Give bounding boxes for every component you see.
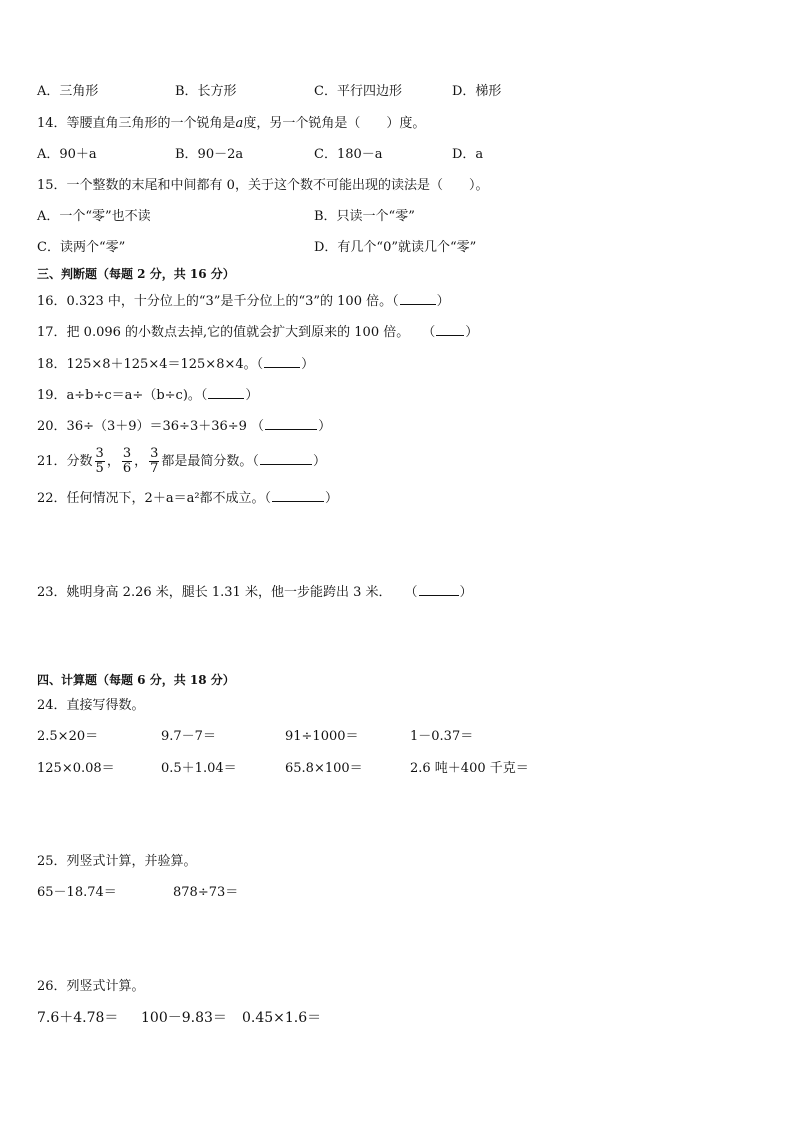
q18 xyxy=(37,355,314,373)
q21-prefix: 21．分数 xyxy=(37,454,93,469)
q22-answer-blank[interactable] xyxy=(272,489,324,502)
q19-close: ） xyxy=(245,388,259,403)
q24-item-1: 2.5×20＝ xyxy=(37,729,99,744)
q20-text: 20．36÷（3＋9）＝36÷3＋36÷9 （ xyxy=(37,419,265,434)
q13-option-a: A．三角形 xyxy=(37,84,99,99)
q21-fraction-2-numerator: 3 xyxy=(122,446,132,461)
q14-option-c: C．180－a xyxy=(314,147,383,162)
q15-option-a: A．一个“零”也不读 xyxy=(37,209,151,224)
q17-answer-blank[interactable] xyxy=(436,323,464,336)
q21-fraction-2 xyxy=(122,447,132,476)
q17 xyxy=(37,323,478,341)
q23 xyxy=(37,583,473,601)
q14-stem xyxy=(37,116,425,132)
section4-title: 四、计算题（每题 6 分，共 18 分） xyxy=(37,673,235,687)
q25-item-2: 878÷73＝ xyxy=(173,885,239,900)
q26-item-3: 0.45×1.6＝ xyxy=(242,1010,322,1026)
q21-fraction-1 xyxy=(95,447,105,476)
q17-close: ） xyxy=(465,325,479,340)
q18-close: ） xyxy=(301,357,315,372)
q21-fraction-3 xyxy=(149,447,159,476)
q21-fraction-2-denominator: 6 xyxy=(122,461,132,476)
q23-text: 23．姚明身高 2.26 米，腿长 1.31 米，他一步能跨出 3 米． （ xyxy=(37,585,418,600)
q16-text: 16．0.323 中，十分位上的“3”是千分位上的“3”的 100 倍。（ xyxy=(37,294,399,309)
q21-fraction-1-denominator: 5 xyxy=(95,461,104,476)
q20-close: ） xyxy=(318,419,332,434)
q22-text: 22．任何情况下，2＋a＝a²都不成立。（ xyxy=(37,491,272,506)
q14-option-d: D．a xyxy=(452,147,484,162)
q25-stem: 25．列竖式计算，并验算。 xyxy=(37,854,197,869)
q17-text: 17．把 0.096 的小数点去掉,它的值就会扩大到原来的 100 倍。 （ xyxy=(37,325,436,340)
q21-separator-1: ， xyxy=(106,454,120,469)
q16 xyxy=(37,292,450,310)
section3-title: 三、判断题（每题 2 分，共 16 分） xyxy=(37,267,235,281)
q15-option-b: B．只读一个“零” xyxy=(314,209,415,224)
q24-stem: 24．直接写得数。 xyxy=(37,698,145,713)
q22-close: ） xyxy=(325,491,339,506)
q24-item-6: 0.5＋1.04＝ xyxy=(161,761,237,776)
q14-suffix: 度，另一个锐角是（ ）度。 xyxy=(243,116,426,131)
q20-answer-blank[interactable] xyxy=(265,417,317,430)
q24-item-4: 1－0.37＝ xyxy=(410,729,474,744)
q16-answer-blank[interactable] xyxy=(400,292,436,305)
q19-text: 19．a÷b÷c＝a÷（b÷c)。（ xyxy=(37,388,208,403)
q21-fraction-3-numerator: 3 xyxy=(150,446,159,461)
q19 xyxy=(37,386,258,404)
q14-option-b: B．90－2a xyxy=(175,147,244,162)
q14-prefix: 14．等腰直角三角形的一个锐角是 xyxy=(37,116,236,131)
q13-option-d: D．梯形 xyxy=(452,84,502,99)
q21 xyxy=(37,442,326,482)
q14-variable: a xyxy=(235,116,244,131)
q24-item-2: 9.7－7＝ xyxy=(161,729,216,744)
q21-fraction-1-numerator: 3 xyxy=(95,446,104,461)
q13-option-b: B．长方形 xyxy=(175,84,237,99)
q19-answer-blank[interactable] xyxy=(208,386,244,399)
q21-separator-2: ， xyxy=(134,454,148,469)
q16-close: ） xyxy=(436,294,450,309)
q24-item-3: 91÷1000＝ xyxy=(285,729,359,744)
q22 xyxy=(37,489,338,507)
q26-stem: 26．列竖式计算。 xyxy=(37,979,145,994)
q21-answer-blank[interactable] xyxy=(260,452,312,465)
q21-suffix: 都是最简分数。（ xyxy=(161,454,259,469)
q13-option-c: C．平行四边形 xyxy=(314,84,402,99)
q24-item-5: 125×0.08＝ xyxy=(37,761,115,776)
q25-item-1: 65－18.74＝ xyxy=(37,885,117,900)
q15-option-d: D．有几个“0”就读几个“零” xyxy=(314,240,477,255)
q26-item-2: 100－9.83＝ xyxy=(141,1010,227,1026)
q23-answer-blank[interactable] xyxy=(419,583,459,596)
q14-option-a: A．90＋a xyxy=(37,147,97,162)
q18-answer-blank[interactable] xyxy=(264,355,300,368)
q20 xyxy=(37,417,331,435)
q24-item-8: 2.6 吨＋400 千克＝ xyxy=(410,761,529,776)
q21-fraction-3-denominator: 7 xyxy=(150,461,159,476)
q23-close: ） xyxy=(459,585,473,600)
q26-item-1: 7.6＋4.78＝ xyxy=(37,1010,119,1026)
q15-stem: 15．一个整数的末尾和中间都有 0，关于这个数不可能出现的读法是（ ）。 xyxy=(37,178,489,193)
q15-option-c: C．读两个“零” xyxy=(37,240,126,255)
q24-item-7: 65.8×100＝ xyxy=(285,761,363,776)
q21-close: ） xyxy=(312,454,326,469)
q18-text: 18．125×8＋125×4＝125×8×4。（ xyxy=(37,357,264,372)
